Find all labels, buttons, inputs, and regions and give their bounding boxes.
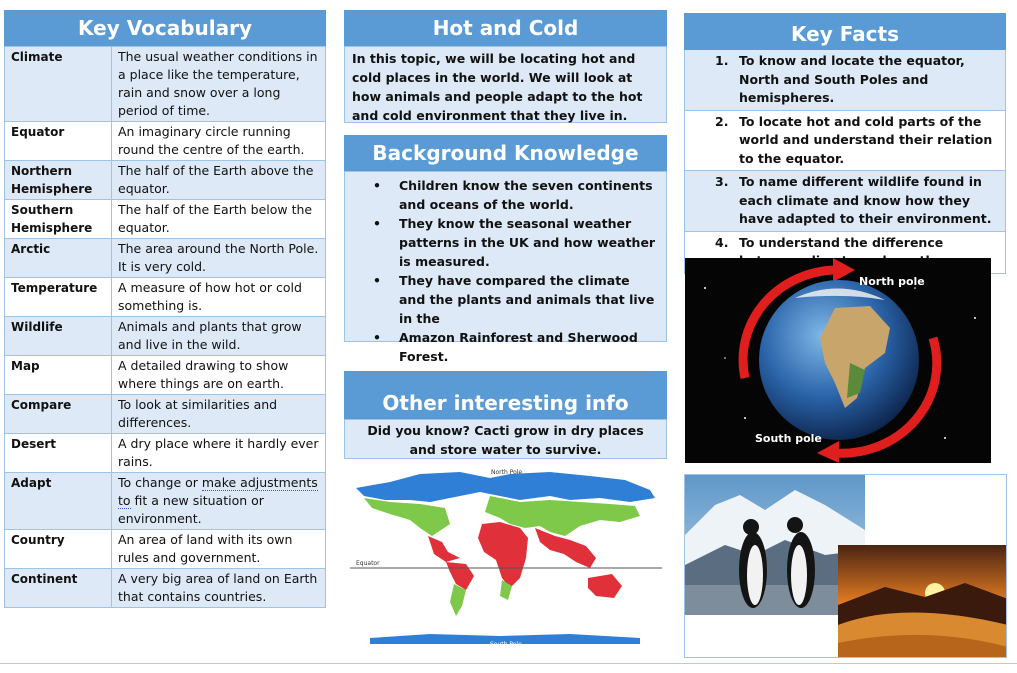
vocab-row [5, 122, 326, 161]
globe-south-label: South pole [755, 432, 822, 445]
hot-cold-box [344, 46, 667, 123]
vocab-term: Northern Hemisphere [5, 161, 112, 200]
other-info-box [344, 419, 667, 459]
key-fact-number: 2. [715, 113, 729, 129]
map-hot-belt [428, 536, 460, 562]
background-title: Background Knowledge [344, 135, 667, 171]
background-item: • They know the seasonal weather patterns in the UK and how weather is measured. [375, 214, 660, 271]
vocab-definition: An area of land with its own rules and government. [112, 530, 326, 569]
vocab-row [5, 47, 326, 122]
vocab-definition: The half of the Earth above the equator. [112, 161, 326, 200]
vocab-term: Map [5, 356, 112, 395]
vocab-term: Wildlife [5, 317, 112, 356]
vocab-term: Country [5, 530, 112, 569]
vocab-term: Compare [5, 395, 112, 434]
map-temperate-north [364, 498, 450, 536]
key-fact-number: 3. [715, 174, 729, 189]
key-fact-text: To locate hot and cold parts of the world and understand their relation to the equator. [739, 113, 993, 166]
world-climate-map [350, 466, 662, 648]
vocab-term: Equator [5, 122, 112, 161]
key-fact-text: To name different wildlife found in each climate and know how they have adapted to their environment. [739, 174, 992, 226]
photo-collage [684, 474, 1007, 658]
bottom-rule [0, 663, 1017, 664]
vocab-term: Climate [5, 47, 112, 122]
vocabulary-table [4, 46, 326, 608]
desert-photo [838, 545, 1007, 658]
vocab-row [5, 161, 326, 200]
vocabulary-title: Key Vocabulary [4, 10, 326, 46]
vocab-row [5, 200, 326, 239]
map-equator-label: Equator [356, 560, 380, 567]
key-fact-text: To know and locate the equator, North and South Poles and hemispheres. [739, 53, 965, 105]
globe-north-label: North pole [859, 275, 925, 288]
background-item: • Amazon Rainforest and Sherwood Forest. [375, 328, 660, 366]
vocab-term: Continent [5, 569, 112, 608]
map-temperate-south [450, 584, 466, 616]
key-fact-item [684, 111, 1006, 172]
globe-image [685, 258, 991, 463]
background-box [344, 171, 667, 364]
background-item: • They have compared the climate and the plants and animals that live in the [375, 271, 660, 328]
key-fact-number: 1. [715, 53, 729, 68]
vocab-row [5, 434, 326, 473]
vocab-definition: A detailed drawing to show where things are on earth. [112, 356, 326, 395]
vocab-definition: To change or make adjustments to fit a new situation or environment. [112, 473, 326, 530]
key-fact-item [684, 171, 1006, 232]
vocab-term: Adapt [5, 473, 112, 530]
other-info-title: Other interesting info [344, 371, 667, 419]
map-north-label: North Pole [491, 469, 523, 476]
key-facts-title: Key Facts [684, 13, 1006, 50]
map-cold-north [356, 472, 655, 502]
vocab-definition: The area around the North Pole. It is very cold. [112, 239, 326, 278]
vocab-definition: An imaginary circle running round the centre of the earth. [112, 122, 326, 161]
background-list [351, 176, 660, 366]
vocab-definition: To look at similarities and differences. [112, 395, 326, 434]
vocab-definition: A very big area of land on Earth that contains countries. [112, 569, 326, 608]
vocab-row [5, 356, 326, 395]
vocab-row [5, 395, 326, 434]
vocab-definition: Animals and plants that grow and live in the wild. [112, 317, 326, 356]
other-info-text: Did you know? Cacti grow in dry places and store water to survive. [367, 423, 644, 457]
vocab-definition: The half of the Earth below the equator. [112, 200, 326, 239]
key-fact-number: 4. [715, 234, 729, 250]
vocab-row [5, 317, 326, 356]
vocab-term: Temperature [5, 278, 112, 317]
vocab-term: Desert [5, 434, 112, 473]
key-fact-item [684, 50, 1006, 111]
vocab-definition: The usual weather conditions in a place like the temperature, rain and snow over a long period of time. [112, 47, 326, 122]
map-south-label: South Pole [490, 641, 522, 648]
vocab-row [5, 473, 326, 530]
hot-cold-text: In this topic, we will be locating hot and cold places in the world. We will look at how animals and people adapt to the hot and cold environment that they live in. [352, 51, 643, 123]
vocab-term: Arctic [5, 239, 112, 278]
vocab-row [5, 239, 326, 278]
key-fact-text: To understand the difference [739, 234, 944, 250]
vocab-definition: A dry place where it hardly ever rains. [112, 434, 326, 473]
vocab-row [5, 530, 326, 569]
hot-cold-title: Hot and Cold [344, 10, 667, 46]
vocab-row [5, 569, 326, 608]
vocab-definition: A measure of how hot or cold something is. [112, 278, 326, 317]
key-facts-list [684, 50, 1006, 274]
vocab-term: Southern Hemisphere [5, 200, 112, 239]
background-item: • Children know the seven continents and oceans of the world. [375, 176, 660, 214]
vocab-row [5, 278, 326, 317]
